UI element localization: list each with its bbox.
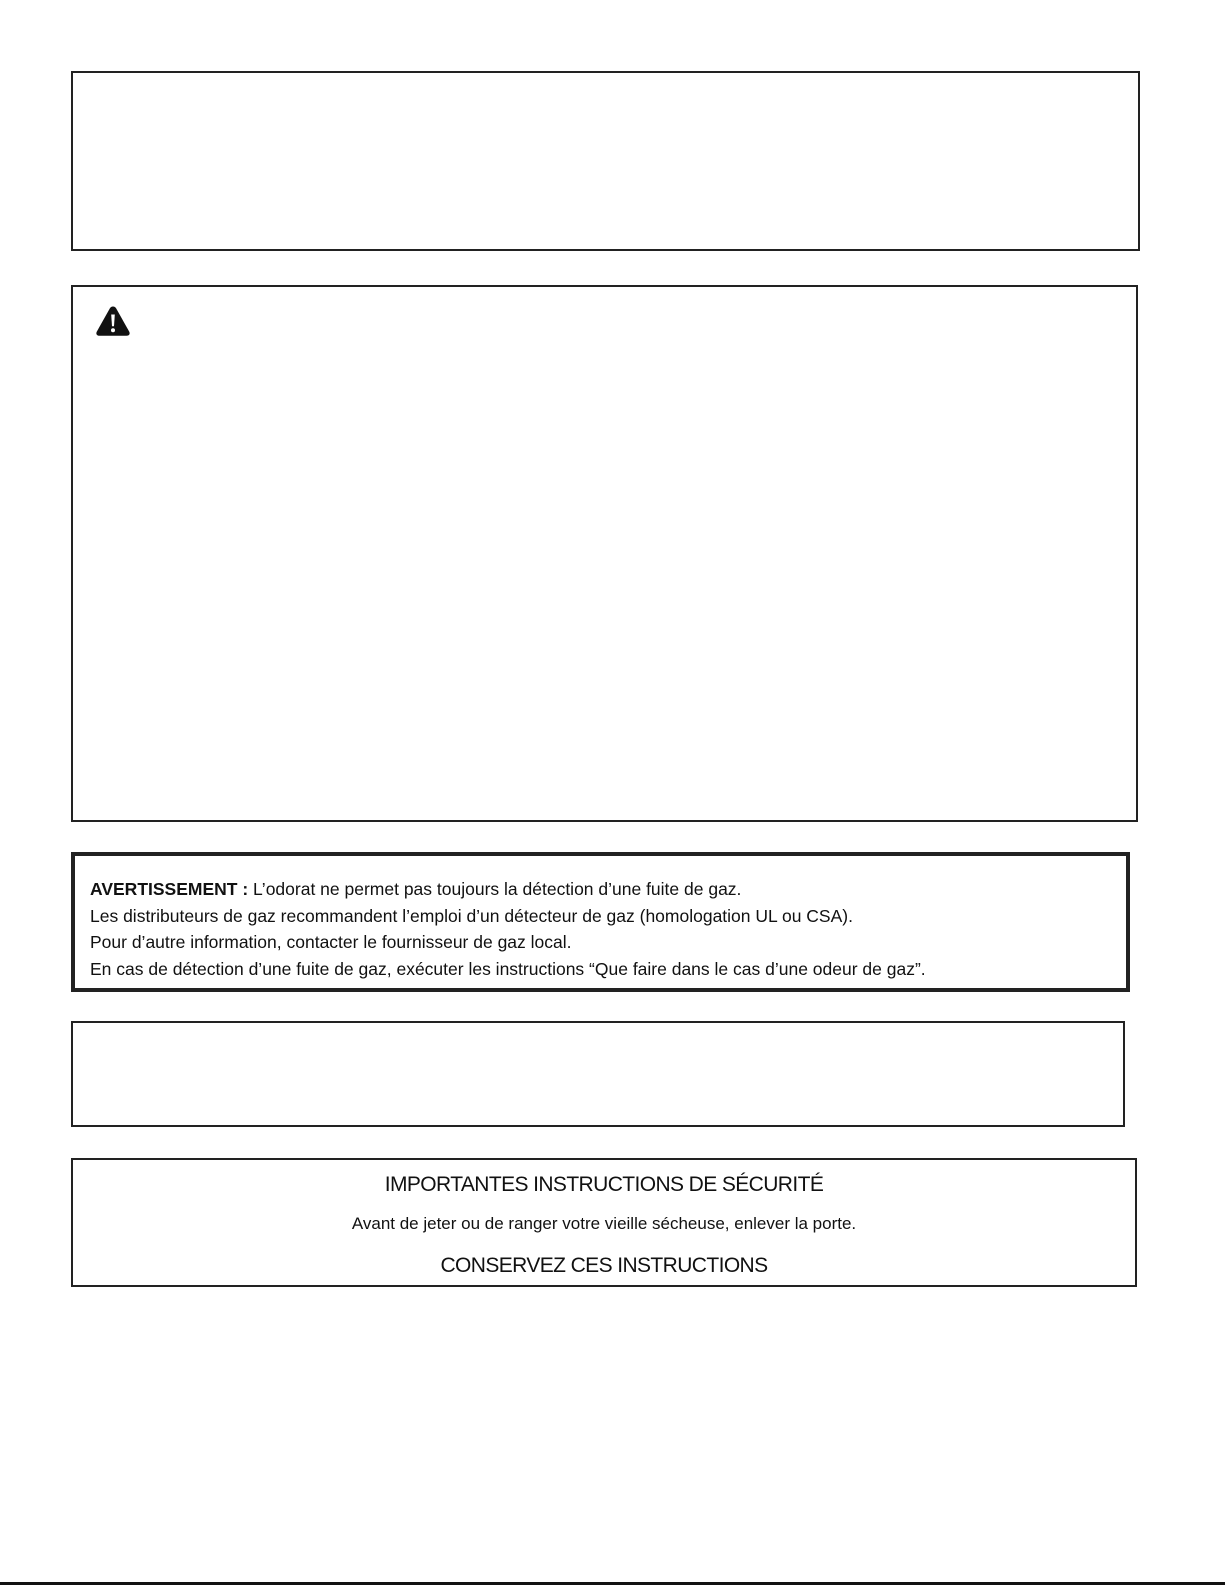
warning-line-2: Les distributeurs de gaz recommandent l’emploi d’un détecteur de gaz (homologation UL ou CSA). [90,905,853,926]
safety-instructions-box [71,1158,1137,1287]
warning-label: AVERTISSEMENT : [90,879,249,899]
danger-box [71,285,1138,822]
safety-title: IMPORTANTES INSTRUCTIONS DE SÉCURITÉ [384,1173,824,1196]
gas-warning-box [71,852,1130,992]
blank-box [71,1021,1125,1127]
top-blank-box [71,71,1140,251]
safety-text: Avant de jeter ou de ranger votre vieille sécheuse, enlever la porte. [351,1214,857,1233]
warning-line-4: En cas de détection d’une fuite de gaz, exécuter les instructions “Que faire dans le cas d’une odeur de gaz”. [90,958,926,979]
warning-line-1 [90,876,1126,903]
warning-line-3: Pour d’autre information, contacter le fournisseur de gaz local. [90,932,572,952]
warning-triangle-icon [95,305,131,337]
safety-footer: CONSERVEZ CES INSTRUCTIONS [440,1254,768,1277]
warning-line-1-text: L’odorat ne permet pas toujours la détection d’une fuite de gaz. [248,879,742,899]
